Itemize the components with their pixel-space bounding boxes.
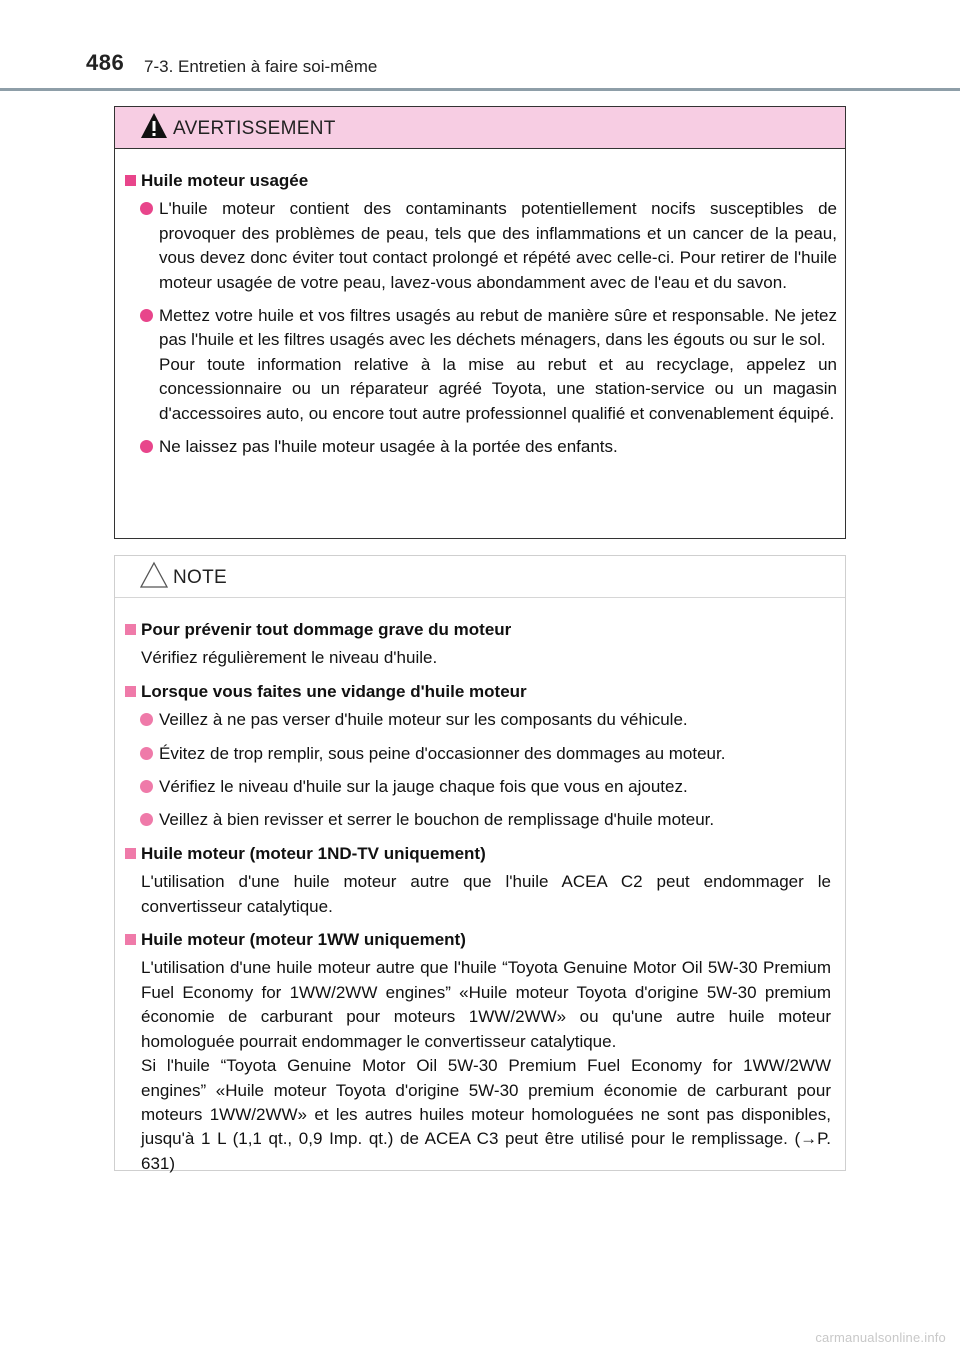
note-box bbox=[114, 555, 846, 1171]
list-item: Veillez à ne pas verser d'huile moteur sur les composants du véhicule. bbox=[115, 708, 831, 732]
note-paragraph: L'utilisation d'une huile moteur autre que l'huile “Toyota Genuine Motor Oil 5W-30 Premium Fuel Economy for 1WW/2WW engines” «Huile moteur Toyota d'origine 5W-30 premium économie de carburant pour moteurs 1WW/2WW» ou qu'une autre huile moteur homologuée pourrait endommager le convertisseur catalytique. bbox=[141, 958, 831, 1051]
note-paragraph: L'utilisation d'une huile moteur autre que l'huile ACEA C2 peut endommager le convertisseur catalytique. bbox=[141, 872, 831, 916]
circle-bullet-icon bbox=[140, 713, 153, 726]
page-number: 486 bbox=[86, 50, 125, 75]
warning-heading bbox=[115, 169, 837, 193]
square-bullet-icon bbox=[125, 848, 136, 859]
note-body bbox=[115, 598, 845, 1176]
circle-bullet-icon bbox=[140, 813, 153, 826]
square-bullet-icon bbox=[125, 175, 136, 186]
section-title: 7-3. Entretien à faire soi-même bbox=[144, 57, 378, 76]
list-item: L'huile moteur contient des contaminants potentiellement nocifs susceptibles de provoquer des problèmes de peau, tels que des inflammations et un cancer de la peau, vous devez donc éviter tout contact prolongé et répété avec celle-ci. Pour retirer de l'huile moteur usagée de votre peau, lavez-vous abondamment avec de l'eau et du savon. bbox=[115, 197, 837, 295]
circle-bullet-icon bbox=[140, 309, 153, 322]
warning-title: AVERTISSEMENT bbox=[173, 118, 336, 139]
warning-body bbox=[115, 149, 845, 459]
note-header bbox=[115, 556, 845, 598]
note-heading: Lorsque vous faites une vidange d'huile moteur bbox=[115, 680, 831, 704]
square-bullet-icon bbox=[125, 686, 136, 697]
watermark: carmanualsonline.info bbox=[815, 1330, 946, 1345]
square-bullet-icon bbox=[125, 934, 136, 945]
warning-box bbox=[114, 106, 846, 539]
note-paragraph: Si l'huile “Toyota Genuine Motor Oil 5W-30 Premium Fuel Economy for 1WW/2WW engines” «Huile moteur Toyota d'origine 5W-30 premium économie de carburant pour moteurs 1WW/2WW» et les autres huiles moteur homologuées ne sont pas disponibles, jusqu'à 1 L (1,1 qt., 0,9 Imp. qt.) de ACEA C3 peut être utilisé pour le remplissage. (→P. 631) bbox=[141, 1056, 831, 1173]
note-heading: Huile moteur (moteur 1ND-TV uniquement) bbox=[115, 842, 831, 866]
list-item: Ne laissez pas l'huile moteur usagée à la portée des enfants. bbox=[115, 435, 837, 459]
square-bullet-icon bbox=[125, 624, 136, 635]
page-header bbox=[0, 0, 960, 94]
warning-heading-text: Huile moteur usagée bbox=[141, 171, 309, 190]
warning-triangle-icon bbox=[139, 111, 169, 141]
warning-header bbox=[115, 107, 845, 149]
circle-bullet-icon bbox=[140, 202, 153, 215]
caution-triangle-icon bbox=[139, 560, 169, 590]
circle-bullet-icon bbox=[140, 747, 153, 760]
circle-bullet-icon bbox=[140, 440, 153, 453]
bullet-continuation: Pour toute information relative à la mise au rebut et au recyclage, appelez un concessionnaire ou un réparateur agréé Toyota, une station-service ou un magasin d'accessoires auto, ou encore tout autre professionnel qualifié et convenablement équipé. bbox=[159, 354, 837, 423]
circle-bullet-icon bbox=[140, 780, 153, 793]
list-item: Mettez votre huile et vos filtres usagés au rebut de manière sûre et responsable. Ne jetez pas l'huile et les filtres usagés avec les déchets ménagers, dans les égouts ou sur le sol. Pour toute information relative à la mise au rebut et au recyclage, appelez un concessionnaire ou un réparateur agréé Toyota, une station-service ou un magasin d'accessoires auto, ou encore tout autre professionnel qualifié et convenablement équipé. bbox=[115, 304, 837, 426]
note-title: NOTE bbox=[173, 567, 227, 588]
header-divider bbox=[0, 88, 960, 91]
list-item: Évitez de trop remplir, sous peine d'occasionner des dommages au moteur. bbox=[115, 742, 831, 766]
note-heading: Pour prévenir tout dommage grave du moteur bbox=[115, 618, 831, 642]
note-heading: Huile moteur (moteur 1WW uniquement) bbox=[115, 928, 831, 952]
list-item: Veillez à bien revisser et serrer le bouchon de remplissage d'huile moteur. bbox=[115, 808, 831, 832]
note-paragraph: Vérifiez régulièrement le niveau d'huile. bbox=[141, 648, 438, 668]
list-item: Vérifiez le niveau d'huile sur la jauge chaque fois que vous en ajoutez. bbox=[115, 775, 831, 799]
